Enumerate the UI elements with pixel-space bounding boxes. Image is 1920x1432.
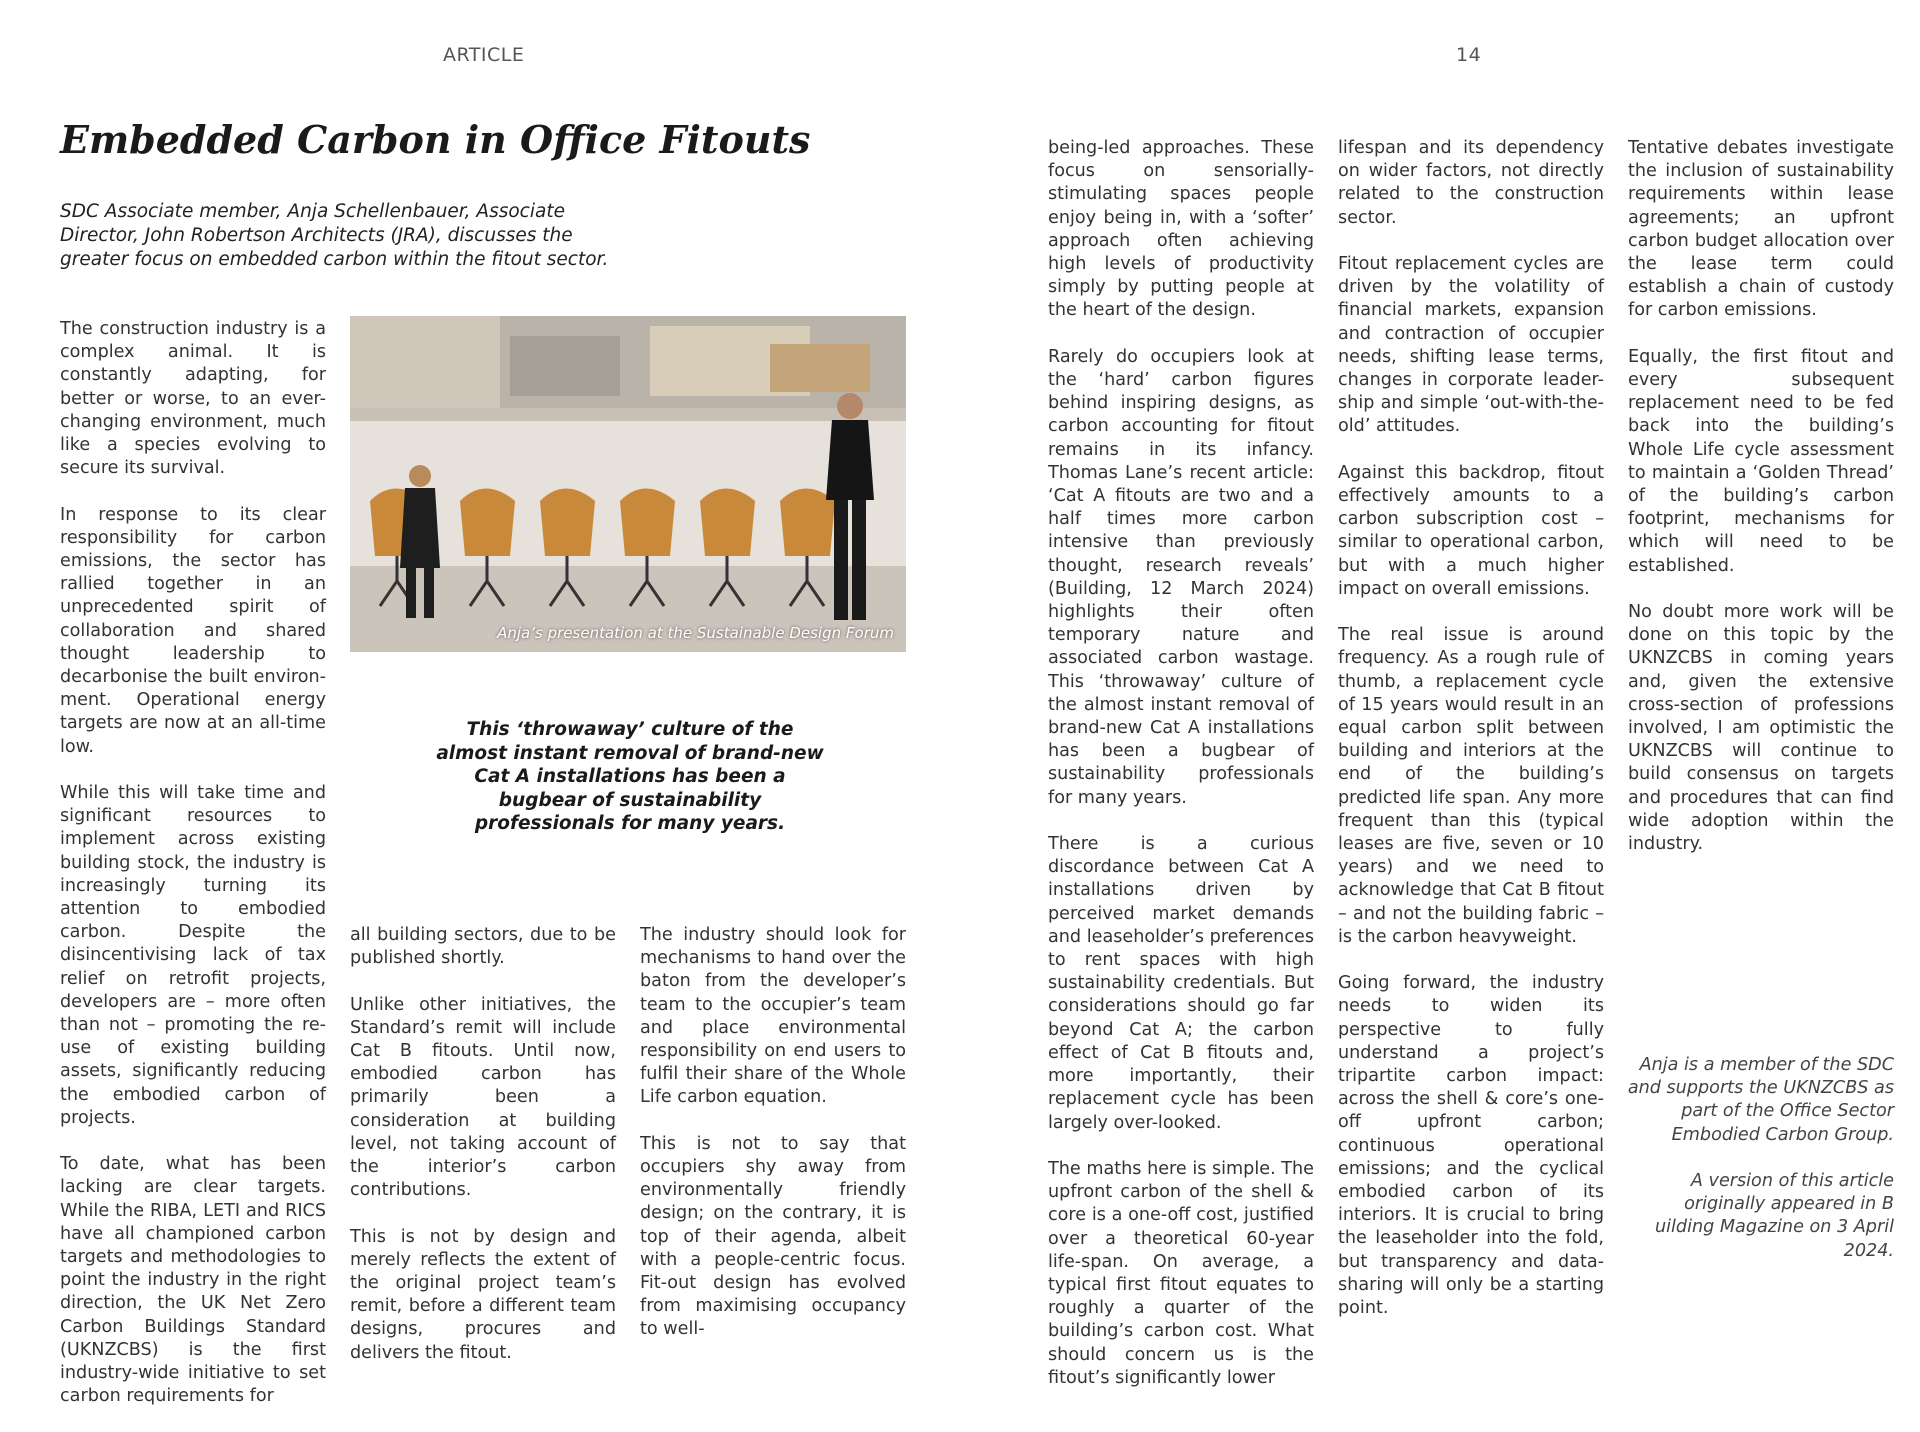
paragraph: Going forward, the industry needs to widen its perspective to fully understand a project’s tripartite carbon impact: across the shell & core’s one-off upfront carbon; continuous operational emissions; and the cyclical embodied carbon of its interiors. It is crucial to bring the leaseholder into the fold, but transparency and data-sharing will only be a starting point. xyxy=(1338,973,1604,1319)
body-column-4 xyxy=(1048,137,1314,1413)
paragraph: Rarely do occupiers look at the ‘hard’ carbon figures behind inspiring designs, as carbon accounting for fitout remains in its infancy. Thomas Lane’s recent article: ‘Cat A fitouts are two and a half times more carbon intensive than previously thought, research reveals’ (Building, 12 March 2024) highlights their often temporary nature and associated carbon wastage. This ‘throwaway’ culture of the almost instant removal of brand-new Cat A installations has been a bugbear of sustainability professionals for many years. xyxy=(1048,346,1314,808)
pull-quote: This ‘throwaway’ culture of the almost instant removal of brand-new Cat A installations has been a bugbear of sustainability professionals for many years. xyxy=(436,719,824,834)
paragraph: being-led approaches. These focus on sensorially-stimulating spaces people enjoy being in, with a ‘softer’ approach often achieving high levels of productivity simply by putting people at the heart of the design. xyxy=(1048,138,1314,321)
body-column-2 xyxy=(350,924,616,1388)
article-photo xyxy=(350,316,906,652)
paragraph: The construction industry is a complex animal. It is constantly adapting, for better or worse, to an ever-changing environment, much like a species evolving to secure its survival. xyxy=(60,319,326,479)
left-page xyxy=(0,0,960,1407)
paragraph: lifespan and its dependency on wider factors, not directly related to the construction sector. xyxy=(1338,138,1604,228)
paragraph: This is not to say that occupiers shy away from environmentally friendly design; on the contrary, it is top of their agenda, albeit with a people-centric focus. Fit-out design has evolved from maximising occupancy to well- xyxy=(640,1133,906,1340)
standfirst: SDC Associate member, Anja Schellenbauer, Associate Director, John Robertson Architects (JRA), discusses the greater focus on embedded carbon within the fitout sector. xyxy=(60,201,609,270)
body-column-5 xyxy=(1338,137,1604,1343)
paragraph: Tentative debates investigate the inclusion of sustainability requirements within lease agreements; an upfront carbon budget allocation over the lease term could establish a chain of custody for carbon emissions. xyxy=(1628,138,1894,321)
page-number: 14 xyxy=(1456,44,1482,66)
paragraph: The industry should look for mechanisms to hand over the baton from the developer’s team to the occupier’s team and place environmental responsibility on end users to fulfil their share of the Whole Life carbon equation. xyxy=(640,925,906,1108)
paragraph: The maths here is simple. The upfront carbon of the shell & core is a one-off cost, justified over a theoretical 60-year life-span. On average, a typical first fitout equates to roughly a quarter of the building’s carbon cost. What should concern us is the fitout’s significantly lower xyxy=(1048,1158,1314,1388)
paragraph: all building sectors, due to be published shortly. xyxy=(350,925,616,969)
article-title: Embedded Carbon in Office Fitouts xyxy=(60,117,811,162)
paragraph: Fitout replacement cycles are driven by the volatility of financial markets, expansion and contraction of occupier needs, shifting lease terms, changes in corporate leader-ship and simple ‘out-with-the-old’ attitudes. xyxy=(1338,254,1604,437)
author-note xyxy=(1624,1054,1894,1286)
paragraph: There is a curious discordance between Cat A installations driven by perceived market demands and leaseholder’s preferences to rent spaces with high sustainability credentials. But considerations should go far beyond Cat A; the carbon effect of Cat B fitouts and, more importantly, their replacement cycle has been largely over-looked. xyxy=(1048,834,1314,1133)
publication-note: A version of this article originally appeared in B uilding Magazine on 3 April 2024. xyxy=(1654,1171,1894,1261)
right-page xyxy=(960,0,1920,1388)
presentation-photo xyxy=(350,316,906,652)
body-column-6 xyxy=(1628,137,1894,879)
paragraph: This is not by design and merely reflects the extent of the original project team’s remit, before a different team designs, procures and delivers the fitout. xyxy=(350,1226,616,1363)
paragraph: To date, what has been lacking are clear targets. While the RIBA, LETI and RICS have all championed carbon targets and methodologies to point the industry in the right direction, the UK Net Zero Carbon Buildings Standard (UKNZCBS) is the first industry-wide initiative to set carbon requirements for xyxy=(60,1154,326,1407)
photo-caption: Anja’s presentation at the Sustainable Design Forum xyxy=(497,624,894,642)
section-label: ARTICLE xyxy=(443,44,525,66)
body-column-3 xyxy=(640,924,906,1365)
author-bio: Anja is a member of the SDC and supports the UKNZCBS as part of the Office Sector Embodied Carbon Group. xyxy=(1627,1055,1894,1145)
body-column-1 xyxy=(60,318,326,1432)
paragraph: While this will take time and significant resources to implement across existing building stock, the industry is increasingly turning its attention to embodied carbon. Despite the disincentivising lack of tax relief on retrofit projects, developers are – more often than not – promoting the re-use of existing building assets, significantly reducing the embodied carbon of projects. xyxy=(60,783,326,1128)
paragraph: No doubt more work will be done on this topic by the UKNZCBS in coming years and, given the extensive cross-section of professions involved, I am optimistic the UKNZCBS will continue to build consensus on targets and procedures that can find wide adoption within the industry. xyxy=(1628,602,1894,855)
paragraph: Against this backdrop, fitout effectively amounts to a carbon subscription cost – similar to operational carbon, but with a much higher impact on overall emissions. xyxy=(1338,462,1604,599)
paragraph: Unlike other initiatives, the Standard’s remit will include Cat B fitouts. Until now, embodied carbon has primarily been a consideration at building level, not taking account of the interior’s carbon contributions. xyxy=(350,994,616,1201)
paragraph: The real issue is around frequency. As a rough rule of thumb, a replacement cycle of 15 years would result in an equal carbon split between building and interiors at the end of the building’s predicted life span. Any more frequent than this (typical leases are five, seven or 10 years) and we need to acknowledge that Cat B fitout – and not the building fabric – is the carbon heavyweight. xyxy=(1338,625,1604,947)
paragraph: Equally, the first fitout and every subsequent replacement need to be fed back into the building’s Whole Life cycle assessment to maintain a ‘Golden Thread’ of the building’s carbon footprint, mechanisms for which will need to be established. xyxy=(1628,346,1894,576)
paragraph: In response to its clear responsibility for carbon emissions, the sector has rallied together in an unprecedented spirit of collaboration and shared thought leadership to decarbonise the built environ-ment. Operational energy targets are now at an all-time low. xyxy=(60,504,326,757)
